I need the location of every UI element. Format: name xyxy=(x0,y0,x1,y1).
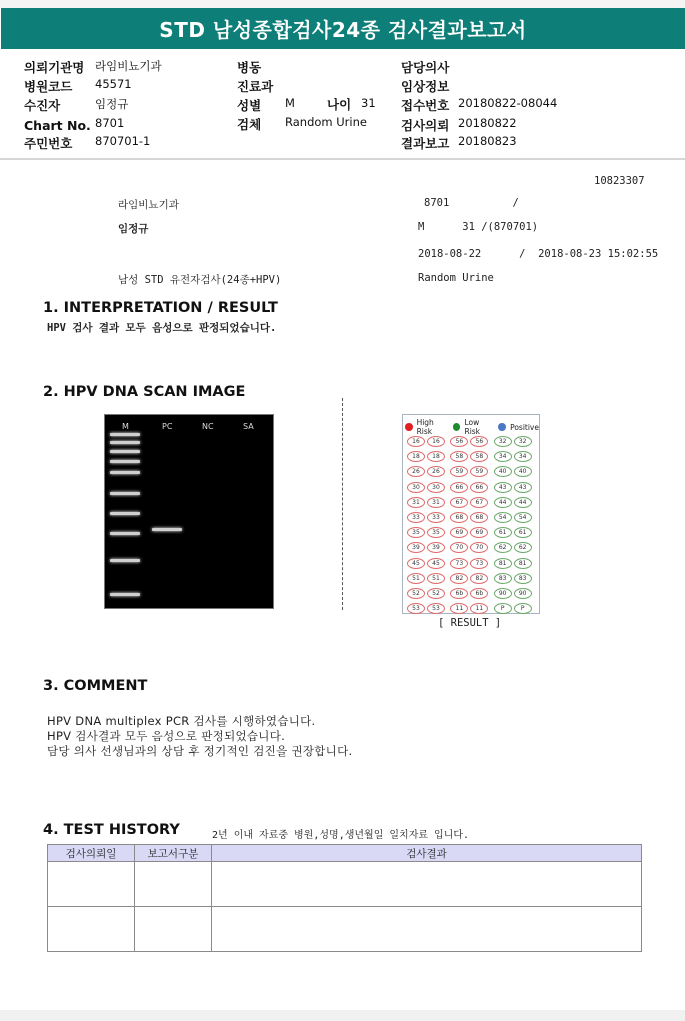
chip-pair xyxy=(407,482,447,493)
value-receipt-no: 20180822-08044 xyxy=(458,96,558,110)
label-report-date: 결과보고 xyxy=(401,136,450,151)
marker-band xyxy=(110,532,140,535)
chip-pair xyxy=(450,436,490,447)
chip-pair xyxy=(494,436,534,447)
chip-pair xyxy=(407,573,447,584)
label-specimen: 검체 xyxy=(237,117,262,132)
scan-divider xyxy=(342,398,343,610)
chip-pair xyxy=(494,451,534,462)
label-doctor: 담당의사 xyxy=(401,60,450,75)
hpv-type-chip: P xyxy=(494,603,512,614)
label-age: 나이 xyxy=(327,97,352,112)
chip-pair xyxy=(450,558,490,569)
chip-grid xyxy=(407,434,537,616)
chip-pair xyxy=(494,558,534,569)
lane-label-sa: SA xyxy=(243,422,254,431)
hpv-type-chip: 34 xyxy=(494,451,512,462)
table-cell xyxy=(135,862,212,907)
marker-band xyxy=(110,593,140,596)
table-cell xyxy=(135,907,212,952)
low-risk-dot-icon xyxy=(453,423,461,431)
chip-pair xyxy=(450,527,490,538)
hpv-type-chip: 18 xyxy=(407,451,425,462)
value-specimen: Random Urine xyxy=(285,115,367,129)
info-dates: 2018-08-22 / 2018-08-23 15:02:55 xyxy=(418,248,659,260)
value-resident-no: 870701-1 xyxy=(95,134,151,148)
hpv-type-chip: 40 xyxy=(514,466,532,477)
chip-row xyxy=(407,601,537,616)
chip-pair xyxy=(450,588,490,599)
hpv-type-chip: 35 xyxy=(427,527,445,538)
legend-positive: Positive xyxy=(510,422,539,432)
hpv-type-chip: 32 xyxy=(494,436,512,447)
hpv-type-chip: 54 xyxy=(494,512,512,523)
top-strip xyxy=(0,0,685,8)
chip-pair xyxy=(494,527,534,538)
chip-pair xyxy=(494,603,534,614)
hpv-type-chip: 52 xyxy=(427,588,445,599)
chip-row xyxy=(407,556,537,571)
hpv-chip-result xyxy=(402,414,540,614)
hpv-type-chip: 81 xyxy=(494,558,512,569)
interpretation-text: HPV 검사 결과 모두 음성으로 판정되었습니다. xyxy=(47,322,277,334)
label-receipt-no: 접수번호 xyxy=(401,98,450,113)
hpv-type-chip: 58 xyxy=(450,451,468,462)
hpv-type-chip: 6b xyxy=(450,588,468,599)
value-report-date: 20180823 xyxy=(458,134,517,148)
chip-pair xyxy=(407,588,447,599)
hpv-type-chip: 83 xyxy=(514,573,532,584)
legend-high-risk: High Risk xyxy=(416,418,434,436)
chip-pair xyxy=(494,573,534,584)
hpv-type-chip: 67 xyxy=(470,497,488,508)
hpv-type-chip: 52 xyxy=(407,588,425,599)
chip-row xyxy=(407,495,537,510)
chip-pair xyxy=(494,466,534,477)
hpv-type-chip: 68 xyxy=(470,512,488,523)
chip-pair xyxy=(450,512,490,523)
value-institution: 라임비뇨기과 xyxy=(95,59,162,73)
hpv-type-chip: 31 xyxy=(427,497,445,508)
marker-band xyxy=(110,441,140,444)
history-header-request-date: 검사의뢰일 xyxy=(48,845,135,862)
report-title: STD 남성종합검사24종 검사결과보고서 xyxy=(1,8,685,49)
hpv-type-chip: 90 xyxy=(494,588,512,599)
section-scan-title: 2. HPV DNA SCAN IMAGE xyxy=(43,384,246,400)
hpv-type-chip: 70 xyxy=(470,542,488,553)
chip-pair xyxy=(407,527,447,538)
label-request-date: 검사의뢰 xyxy=(401,118,450,133)
hpv-type-chip: 66 xyxy=(470,482,488,493)
hpv-type-chip: 45 xyxy=(407,558,425,569)
chip-row xyxy=(407,464,537,479)
chip-pair xyxy=(450,573,490,584)
hpv-type-chip: 34 xyxy=(514,451,532,462)
chip-pair xyxy=(494,588,534,599)
hpv-type-chip: 82 xyxy=(470,573,488,584)
marker-band xyxy=(110,512,140,515)
legend-low-risk: Low Risk xyxy=(464,418,481,436)
chip-pair xyxy=(407,558,447,569)
history-table xyxy=(47,844,642,952)
marker-band xyxy=(110,450,140,453)
hpv-type-chip: 82 xyxy=(450,573,468,584)
value-age: 31 xyxy=(361,96,376,110)
hpv-type-chip: 11 xyxy=(450,603,468,614)
hpv-type-chip: 68 xyxy=(450,512,468,523)
hpv-type-chip: 62 xyxy=(494,542,512,553)
chip-row xyxy=(407,525,537,540)
hpv-type-chip: 40 xyxy=(494,466,512,477)
hpv-type-chip: 54 xyxy=(514,512,532,523)
label-sex: 성별 xyxy=(237,98,262,113)
hpv-type-chip: 33 xyxy=(407,512,425,523)
marker-band xyxy=(110,492,140,495)
hpv-type-chip: 59 xyxy=(470,466,488,477)
label-clinical-info: 임상정보 xyxy=(401,79,450,94)
label-patient: 수진자 xyxy=(24,98,61,113)
hpv-type-chip: 32 xyxy=(514,436,532,447)
hpv-type-chip: 16 xyxy=(427,436,445,447)
table-cell xyxy=(48,862,135,907)
marker-band xyxy=(110,559,140,562)
hpv-type-chip: 45 xyxy=(427,558,445,569)
hpv-type-chip: 70 xyxy=(450,542,468,553)
hpv-type-chip: 35 xyxy=(407,527,425,538)
section-interpretation-title: 1. INTERPRETATION / RESULT xyxy=(43,300,278,316)
comment-line: HPV 검사결과 모두 음성으로 판정되었습니다. xyxy=(47,729,286,743)
hpv-type-chip: 81 xyxy=(514,558,532,569)
document-number: 10823307 xyxy=(594,175,645,187)
positive-dot-icon xyxy=(498,423,506,431)
hpv-type-chip: 56 xyxy=(470,436,488,447)
label-hospital-code: 병원코드 xyxy=(24,79,73,94)
history-header-report-type: 보고서구분 xyxy=(135,845,212,862)
section-history-title: 4. TEST HISTORY xyxy=(43,822,180,838)
hpv-type-chip: 30 xyxy=(427,482,445,493)
hpv-type-chip: 58 xyxy=(470,451,488,462)
hpv-type-chip: 53 xyxy=(427,603,445,614)
hpv-type-chip: 43 xyxy=(514,482,532,493)
history-table-header xyxy=(48,845,642,862)
chip-pair xyxy=(407,497,447,508)
value-request-date: 20180822 xyxy=(458,116,517,130)
chip-legend xyxy=(403,415,539,436)
hpv-type-chip: 69 xyxy=(450,527,468,538)
gel-electrophoresis-image xyxy=(104,414,274,609)
marker-band xyxy=(110,471,140,474)
chip-row xyxy=(407,480,537,495)
hpv-type-chip: 69 xyxy=(470,527,488,538)
chip-pair xyxy=(407,466,447,477)
hpv-type-chip: 26 xyxy=(427,466,445,477)
lane-label-nc: NC xyxy=(202,422,214,431)
info-chart: 8701 / xyxy=(424,197,519,209)
chip-row xyxy=(407,571,537,586)
hpv-type-chip: 11 xyxy=(470,603,488,614)
table-row xyxy=(48,907,642,952)
chip-row xyxy=(407,434,537,449)
hpv-type-chip: 44 xyxy=(494,497,512,508)
section-comment-title: 3. COMMENT xyxy=(43,678,148,694)
label-department: 진료과 xyxy=(237,79,274,94)
label-chart-no: Chart No. xyxy=(24,118,91,133)
chip-pair xyxy=(450,603,490,614)
table-cell xyxy=(48,907,135,952)
hpv-type-chip: 61 xyxy=(514,527,532,538)
hpv-type-chip: 73 xyxy=(450,558,468,569)
hpv-type-chip: 61 xyxy=(494,527,512,538)
chip-pair xyxy=(407,451,447,462)
chip-pair xyxy=(407,436,447,447)
hpv-type-chip: 51 xyxy=(407,573,425,584)
lane-label-m: M xyxy=(122,422,129,431)
chip-pair xyxy=(407,542,447,553)
value-sex: M xyxy=(285,96,295,110)
chip-row xyxy=(407,540,537,555)
chip-row xyxy=(407,449,537,464)
high-risk-dot-icon xyxy=(405,423,413,431)
hpv-type-chip: 67 xyxy=(450,497,468,508)
table-cell xyxy=(212,862,642,907)
hpv-type-chip: 59 xyxy=(450,466,468,477)
result-caption: [ RESULT ] xyxy=(438,617,502,629)
comment-line: 담당 의사 선생님과의 상담 후 정기적인 검진을 권장합니다. xyxy=(47,744,353,758)
hpv-type-chip: 66 xyxy=(450,482,468,493)
history-note: 2년 이내 자료중 병원,성명,생년월일 일치자료 입니다. xyxy=(212,830,470,841)
comment-line: HPV DNA multiplex PCR 검사를 시행하였습니다. xyxy=(47,714,316,728)
hpv-type-chip: 39 xyxy=(427,542,445,553)
hpv-type-chip: 73 xyxy=(470,558,488,569)
info-test-name: 남성 STD 유전자검사(24종+HPV) xyxy=(118,274,282,286)
hpv-type-chip: 43 xyxy=(494,482,512,493)
info-hospital: 라임비뇨기과 xyxy=(118,199,179,211)
chip-pair xyxy=(450,497,490,508)
pc-band xyxy=(152,528,182,531)
marker-band xyxy=(110,433,140,436)
history-header-result: 검사결과 xyxy=(212,845,642,862)
lane-label-pc: PC xyxy=(162,422,173,431)
info-patient: 임정규 xyxy=(118,223,149,235)
info-sex-age: M 31 /(870701) xyxy=(418,221,539,233)
hpv-type-chip: 31 xyxy=(407,497,425,508)
label-institution: 의뢰기관명 xyxy=(24,60,85,75)
chip-pair xyxy=(407,603,447,614)
hpv-type-chip: 18 xyxy=(427,451,445,462)
chip-row xyxy=(407,510,537,525)
chip-pair xyxy=(450,482,490,493)
table-cell xyxy=(212,907,642,952)
chip-pair xyxy=(494,482,534,493)
chip-pair xyxy=(450,451,490,462)
chip-pair xyxy=(450,466,490,477)
marker-band xyxy=(110,460,140,463)
hpv-type-chip: 56 xyxy=(450,436,468,447)
hpv-type-chip: 6b xyxy=(470,588,488,599)
chip-pair xyxy=(494,512,534,523)
value-hospital-code: 45571 xyxy=(95,77,132,91)
label-resident-no: 주민번호 xyxy=(24,136,73,151)
table-row xyxy=(48,862,642,907)
hpv-type-chip: P xyxy=(514,603,532,614)
footer-strip xyxy=(0,1010,685,1021)
label-ward: 병동 xyxy=(237,60,262,75)
info-specimen: Random Urine xyxy=(418,272,494,284)
hpv-type-chip: 44 xyxy=(514,497,532,508)
chip-pair xyxy=(450,542,490,553)
value-chart-no: 8701 xyxy=(95,116,125,130)
hpv-type-chip: 83 xyxy=(494,573,512,584)
hpv-type-chip: 30 xyxy=(407,482,425,493)
header-divider xyxy=(0,158,685,160)
chip-pair xyxy=(494,497,534,508)
chip-pair xyxy=(494,542,534,553)
hpv-type-chip: 39 xyxy=(407,542,425,553)
hpv-type-chip: 26 xyxy=(407,466,425,477)
hpv-type-chip: 33 xyxy=(427,512,445,523)
hpv-type-chip: 16 xyxy=(407,436,425,447)
hpv-type-chip: 53 xyxy=(407,603,425,614)
hpv-type-chip: 51 xyxy=(427,573,445,584)
hpv-type-chip: 90 xyxy=(514,588,532,599)
hpv-type-chip: 62 xyxy=(514,542,532,553)
chip-row xyxy=(407,586,537,601)
chip-pair xyxy=(407,512,447,523)
value-patient: 임정규 xyxy=(95,97,129,111)
